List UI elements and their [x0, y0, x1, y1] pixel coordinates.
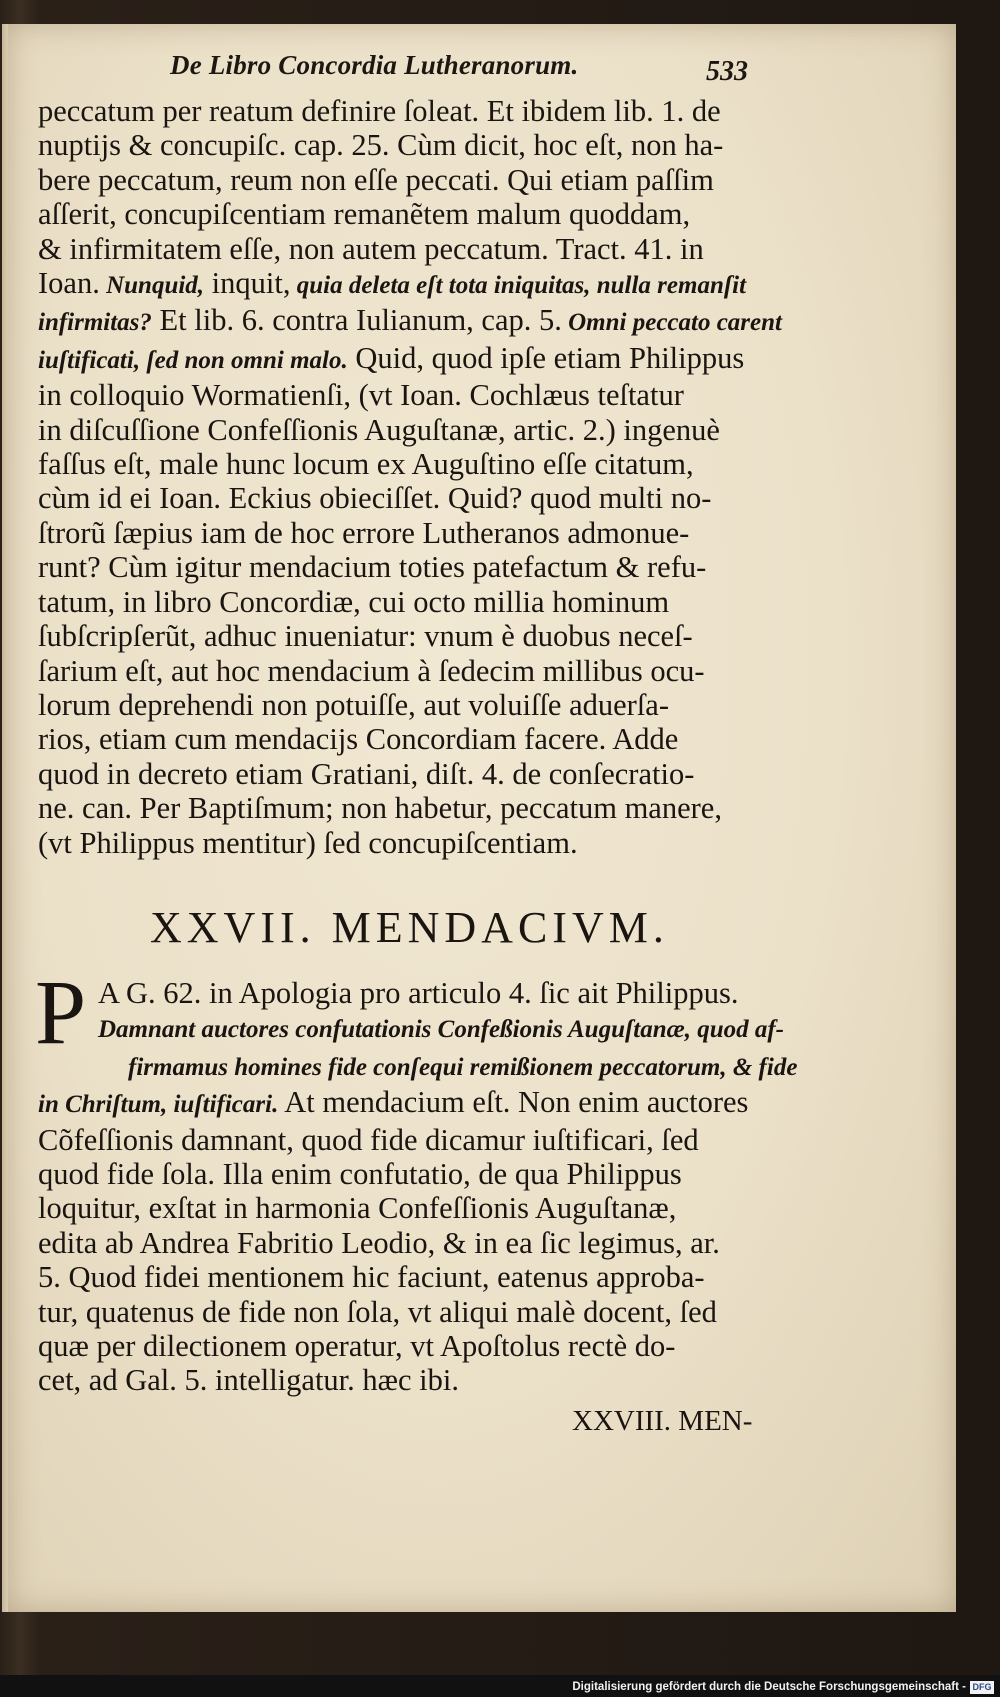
italic-quote: firmamus homines fide conſequi remißionem peccatorum, & fide	[128, 1053, 798, 1081]
page-number: 533	[706, 56, 748, 87]
text-line: (vt Philippus mentitur) ſed concupiſcentiam.	[38, 825, 578, 860]
text-line: aſſerit, concupiſcentiam remanẽtem malum quoddam,	[38, 197, 691, 232]
italic-quote: in Chriſtum, iuſtificari.	[38, 1091, 279, 1119]
text-line: tur, quatenus de fide non ſola, vt aliqui malè docent, ſed	[38, 1294, 717, 1329]
text-line: ſarium eſt, aut hoc mendacium à ſedecim millibus ocu-	[38, 653, 705, 688]
funding-credit: Digitalisierung gefördert durch die Deutsche Forschungsgemeinschaft -	[572, 1681, 966, 1693]
text-run: Ioan.	[38, 266, 100, 301]
text-line: quod fide ſola. Illa enim confutatio, de qua Philippus	[38, 1157, 682, 1192]
text-line: quod in decreto etiam Gratiani, diſt. 4. de conſecratio-	[38, 756, 695, 791]
text-line	[38, 341, 778, 378]
running-head: De Libro Concordia Lutheranorum.	[170, 50, 579, 80]
drop-cap: P	[35, 961, 87, 1063]
text-line: cùm id ei Ioan. Eckius obieciſſet. Quid? quod multi no-	[38, 481, 712, 516]
text-line: nuptijs & concupiſc. cap. 25. Cùm dicit, hoc eſt, non ha-	[38, 128, 724, 163]
text-line	[38, 1048, 798, 1085]
italic-quote: Omni peccato carent	[561, 309, 782, 337]
text-line: tatum, in libro Concordiæ, cui octo millia hominum	[38, 584, 670, 619]
text-line: peccatum per reatum definire ſoleat. Et ibidem lib. 1. de	[38, 94, 721, 128]
text-line: ſtrorũ ſæpius iam de hoc errore Lutheranos admonue-	[38, 515, 690, 550]
dfg-logo-icon: DFG	[970, 1681, 994, 1694]
text-line	[38, 266, 778, 303]
italic-quote: infirmitas?	[38, 309, 152, 337]
paragraph-2	[38, 976, 798, 1398]
text-line	[38, 303, 782, 340]
text-line: ne. can. Per Baptiſmum; non habetur, peccatum manere,	[38, 791, 722, 826]
text-line: cet, ad Gal. 5. intelligatur. hæc ibi.	[38, 1363, 459, 1398]
catchword: XXVIII. MEN-	[572, 1405, 753, 1437]
text-line: rios, etiam cum mendacijs Concordiam facere. Adde	[38, 722, 679, 757]
text-line: edita ab Andrea Fabritio Leodio, & in ea ſic legimus, ar.	[38, 1225, 720, 1260]
text-line: lorum deprehendi non potuiſſe, aut voluiſſe aduerſa-	[38, 687, 669, 722]
text-line: in diſcuſſione Confeſſionis Auguſtanæ, artic. 2.) ingenuè	[38, 412, 720, 447]
text-line: Cõfeſſionis damnant, quod fide dicamur iuſtificari, ſed	[38, 1122, 699, 1157]
text-run: At mendacium eſt. Non enim auctores	[278, 1085, 749, 1120]
italic-quote: Nunquid,	[99, 272, 205, 300]
text-line	[38, 1085, 778, 1122]
text-line: loquitur, exſtat in harmonia Confeſſionis Auguſtanæ,	[38, 1191, 677, 1226]
paragraph-1	[38, 94, 782, 860]
text-run: inquit,	[204, 266, 291, 301]
italic-quote: iuſtificati, ſed non omni malo.	[38, 346, 348, 374]
italic-quote: quia deleta eſt tota iniquitas, nulla remanſit	[290, 272, 747, 300]
text-run: Quid, quod ipſe etiam Philippus	[347, 340, 745, 375]
text-line	[38, 1010, 785, 1047]
section-heading: XXVII. MENDACIVM.	[150, 903, 669, 952]
text-line: & infirmitatem eſſe, non autem peccatum. Tract. 41. in	[38, 231, 704, 266]
text-line: quæ per dilectionem operatur, vt Apoſtolus rectè do-	[38, 1329, 676, 1364]
text-line: A G. 62. in Apologia pro articulo 4. ſic ait Philippus.	[98, 976, 739, 1010]
text-line: bere peccatum, reum non eſſe peccati. Qui etiam paſſim	[38, 162, 714, 197]
text-line: faſſus eſt, male hunc locum ex Auguſtino eſſe citatum,	[38, 447, 694, 482]
text-run: Et lib. 6. contra Iulianum, cap. 5.	[151, 303, 562, 338]
text-line: runt? Cùm igitur mendacium toties patefactum & refu-	[38, 550, 707, 585]
text-line: in colloquio Wormatienſi, (vt Ioan. Cochlæus teſtatur	[38, 378, 684, 413]
italic-quote: Damnant auctores confutationis Confeßionis Auguſtanæ, quod af-	[98, 1016, 785, 1044]
text-line: 5. Quod fidei mentionem hic faciunt, eatenus approba-	[38, 1260, 705, 1295]
text-line: ſubſcripſerũt, adhuc inueniatur: vnum è duobus neceſ-	[38, 619, 693, 654]
